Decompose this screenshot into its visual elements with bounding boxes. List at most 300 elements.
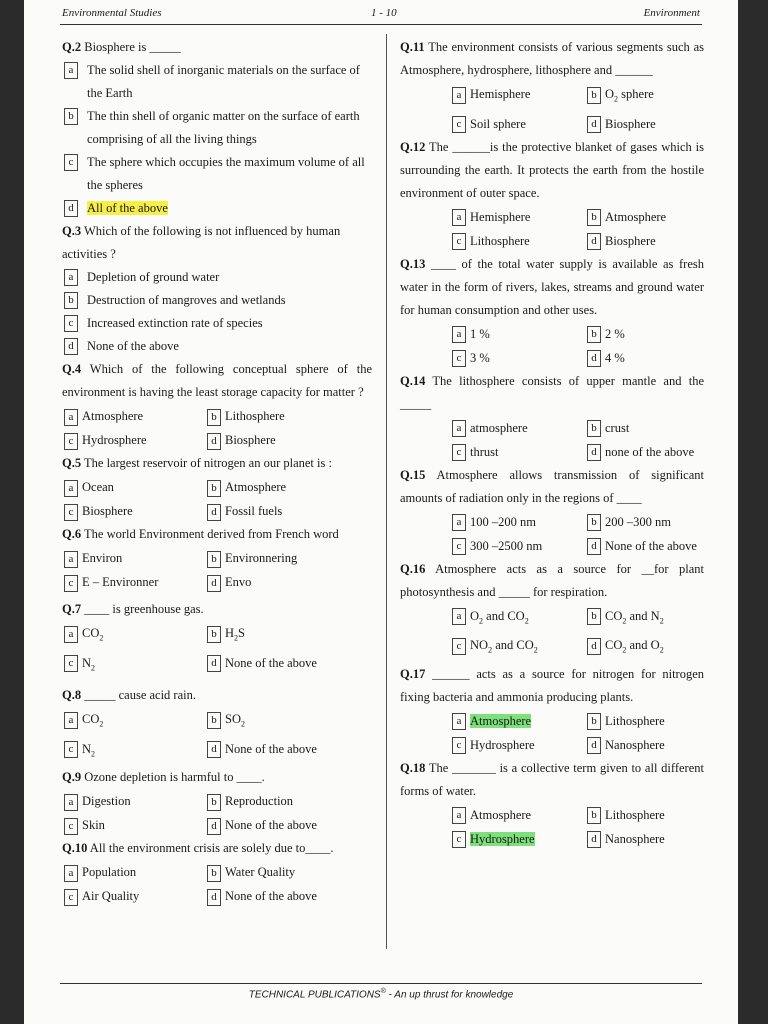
option-letter: b	[207, 480, 221, 497]
question-number: Q.12	[400, 139, 426, 154]
option-c[interactable]	[452, 112, 587, 136]
option-a[interactable]	[452, 604, 587, 634]
option-letter: b	[587, 87, 601, 104]
question-number: Q.11	[400, 40, 425, 54]
option-letter: c	[64, 433, 78, 450]
option-letter: c	[64, 655, 78, 672]
options-grid	[62, 707, 372, 766]
option-a[interactable]	[452, 709, 587, 733]
formula-subscript: 2	[488, 645, 493, 655]
question-text: The environment consists of various segments such as Atmosphere, hydrosphere, lithosphere and ______	[400, 40, 704, 77]
option-letter: c	[452, 444, 466, 461]
header-book-title: Environmental Studies	[62, 7, 162, 19]
option-letter: c	[452, 350, 466, 367]
option-d[interactable]	[62, 335, 372, 358]
formula-subscript: 2	[614, 94, 619, 104]
option-c[interactable]	[452, 733, 587, 757]
option-letter: a	[64, 551, 78, 568]
option-b[interactable]	[587, 604, 704, 634]
option-letter: b	[207, 409, 221, 426]
document-page	[24, 0, 738, 1024]
option-letter: b	[587, 326, 601, 343]
option-d[interactable]	[587, 346, 704, 370]
question-text: Biosphere is _____	[81, 40, 181, 54]
option-letter: d	[207, 741, 221, 758]
option-d[interactable]	[207, 570, 372, 594]
formula-subscript: 2	[91, 663, 96, 672]
options-grid	[400, 416, 704, 464]
options-grid	[400, 82, 704, 136]
option-a[interactable]	[62, 266, 372, 289]
option-letter: c	[64, 315, 78, 332]
option-d[interactable]	[587, 534, 704, 558]
formula-subscript: 2	[99, 633, 104, 643]
option-d[interactable]	[587, 112, 704, 136]
option-letter: b	[207, 794, 221, 811]
option-text: Ocean	[82, 480, 114, 494]
question-number: Q.14	[400, 373, 426, 388]
option-c[interactable]	[452, 229, 587, 253]
option-text: Nanosphere	[605, 831, 665, 846]
option-text: Population	[82, 865, 137, 879]
option-text: Hydrosphere	[82, 433, 147, 447]
option-text: Lithosphere	[605, 807, 665, 822]
option-b[interactable]	[207, 404, 372, 428]
right-column	[400, 36, 704, 851]
question-text: The world Environment derived from French word	[81, 527, 339, 541]
option-text: None of the above	[225, 741, 317, 756]
option-letter: b	[207, 626, 221, 643]
question-q9	[62, 766, 372, 837]
question-q18	[400, 757, 704, 851]
options-grid	[62, 475, 372, 523]
option-letter: b	[587, 514, 601, 531]
page-footer	[24, 988, 738, 1000]
question-text: Which of the following conceptual sphere of the environment is having the least storage capacity for matter ?	[62, 362, 372, 399]
option-text: 300 –2500 nm	[470, 538, 543, 553]
option-text: None of the above	[87, 339, 179, 353]
option-letter: c	[64, 154, 78, 171]
option-letter: d	[207, 889, 221, 906]
question-number: Q.10	[62, 841, 88, 855]
question-q8	[62, 684, 372, 766]
option-b[interactable]	[207, 860, 372, 884]
option-letter: d	[207, 575, 221, 592]
option-letter: b	[64, 292, 78, 309]
option-a[interactable]	[64, 621, 207, 651]
formula-subscript: 2	[622, 616, 627, 625]
question-number: Q.7	[62, 602, 82, 616]
formula-text: and CO	[483, 608, 525, 623]
option-c[interactable]	[62, 151, 372, 197]
option-letter: b	[207, 865, 221, 882]
question-text: ____ is greenhouse gas.	[81, 602, 204, 616]
option-b[interactable]	[587, 322, 704, 346]
option-letter: c	[64, 504, 78, 521]
question-text: _____ cause acid rain.	[81, 688, 196, 702]
option-a[interactable]	[452, 803, 587, 827]
formula-text: CO	[82, 712, 100, 726]
footer-tagline: - An up thrust for knowledge	[385, 989, 514, 1001]
option-letter: c	[452, 116, 466, 133]
formula-text: CO	[82, 626, 100, 640]
formula-text: and N	[626, 608, 660, 623]
option-letter: a	[64, 865, 78, 882]
options-grid	[400, 205, 704, 253]
option-text: none of the above	[605, 444, 695, 459]
formula-text: CO	[605, 608, 623, 623]
option-text: Envo	[225, 575, 252, 589]
option-letter: c	[452, 831, 466, 848]
option-text: Water Quality	[225, 865, 296, 879]
option-letter: a	[64, 712, 78, 729]
options-grid	[62, 621, 372, 680]
option-letter: b	[587, 608, 601, 625]
option-text: Nanosphere	[605, 737, 665, 752]
option-letter: a	[452, 807, 466, 824]
option-b[interactable]	[587, 82, 704, 112]
option-text: Reproduction	[225, 794, 294, 808]
option-text: Atmosphere	[82, 409, 144, 423]
question-number: Q.4	[62, 362, 82, 376]
option-b[interactable]	[207, 621, 372, 651]
registered-mark: ®	[380, 988, 386, 995]
option-letter: d	[207, 818, 221, 835]
question-q4	[62, 358, 372, 452]
option-text: Skin	[82, 818, 105, 832]
option-d[interactable]	[207, 813, 372, 837]
formula-text: and CO	[492, 638, 534, 652]
option-text: crust	[605, 420, 630, 435]
options-grid	[62, 546, 372, 594]
option-text: 2 %	[605, 326, 625, 341]
header-divider	[60, 24, 702, 25]
options-grid	[400, 604, 704, 663]
option-letter: b	[587, 209, 601, 226]
option-text: Environ	[82, 551, 123, 565]
option-a[interactable]	[452, 82, 587, 112]
option-text: Digestion	[82, 794, 131, 808]
options-grid	[62, 404, 372, 452]
option-text: 100 –200 nm	[470, 514, 536, 529]
option-c[interactable]	[452, 633, 587, 663]
option-text: The sphere which occupies the maximum volume of all the spheres	[87, 155, 365, 192]
question-q17	[400, 663, 704, 757]
question-text: The lithosphere consists of upper mantle and the _____	[400, 373, 704, 411]
header-chapter: Environment	[643, 7, 700, 19]
formula-subscript: 2	[240, 719, 245, 729]
option-letter: d	[207, 504, 221, 521]
option-a[interactable]	[452, 510, 587, 534]
option-text: Hydrosphere	[470, 737, 535, 752]
option-text: Lithosphere	[605, 713, 665, 728]
option-text: Air Quality	[82, 889, 140, 903]
formula-text: N	[82, 655, 92, 670]
option-text: Hemisphere	[470, 87, 531, 101]
option-letter: a	[452, 514, 466, 531]
option-text: Soil sphere	[470, 116, 526, 131]
option-text: Biosphere	[225, 433, 276, 447]
option-letter: b	[587, 420, 601, 437]
formula-subscript: 2	[659, 645, 664, 655]
question-number: Q.8	[62, 688, 82, 702]
option-text: The solid shell of inorganic materials on the surface of the Earth	[87, 63, 360, 100]
option-c[interactable]	[452, 346, 587, 370]
option-letter: a	[452, 608, 466, 625]
option-d[interactable]	[207, 884, 372, 908]
question-q2	[62, 36, 372, 220]
option-d[interactable]	[207, 428, 372, 452]
option-letter: b	[587, 713, 601, 730]
option-b[interactable]	[62, 289, 372, 312]
question-number: Q.6	[62, 527, 82, 541]
option-letter: a	[64, 269, 78, 286]
option-text: None of the above	[225, 889, 317, 903]
question-q6	[62, 523, 372, 594]
option-text: None of the above	[225, 655, 317, 670]
question-q14	[400, 370, 704, 464]
option-text: thrust	[470, 444, 499, 459]
option-text: Lithosphere	[225, 409, 285, 423]
option-letter: c	[452, 538, 466, 555]
formula-text: SO	[225, 712, 241, 726]
option-b[interactable]	[207, 707, 372, 737]
options-grid	[62, 789, 372, 837]
option-letter: a	[452, 326, 466, 343]
option-b[interactable]	[207, 475, 372, 499]
question-text: ______ acts as a source for nitrogen for nitrogen fixing bacteria and ammonia producing plants.	[400, 666, 704, 704]
question-number: Q.18	[400, 760, 426, 775]
option-letter: c	[64, 818, 78, 835]
options-grid	[400, 322, 704, 370]
question-text: Which of the following is not influenced by human activities ?	[62, 224, 341, 261]
option-c[interactable]	[64, 499, 207, 523]
formula-subscript: 2	[524, 616, 529, 625]
options-grid	[400, 803, 704, 851]
option-c[interactable]	[64, 813, 207, 837]
formula-subscript: 2	[622, 645, 627, 655]
option-letter: d	[64, 200, 78, 217]
option-letter: c	[64, 889, 78, 906]
option-a[interactable]	[452, 322, 587, 346]
question-q11	[400, 36, 704, 136]
option-c[interactable]	[62, 312, 372, 335]
option-text: Depletion of ground water	[87, 270, 220, 284]
option-a[interactable]	[64, 707, 207, 737]
option-text: Hemisphere	[470, 209, 531, 224]
option-letter: b	[207, 712, 221, 729]
option-text: 3 %	[470, 350, 490, 365]
question-text: The ______is the protective blanket of gases which is surrounding the earth. It protects the earth from the hostile environment of outer space.	[400, 139, 704, 200]
formula-subscript: 2	[533, 645, 538, 655]
option-text: Biosphere	[605, 233, 656, 248]
question-number: Q.3	[62, 224, 82, 238]
option-d[interactable]	[587, 633, 704, 663]
option-letter: d	[587, 233, 601, 250]
option-a[interactable]	[64, 404, 207, 428]
footer-publisher: TECHNICAL PUBLICATIONS	[248, 989, 381, 1001]
question-q16	[400, 558, 704, 663]
question-number: Q.9	[62, 770, 82, 784]
option-a[interactable]	[452, 205, 587, 229]
option-text: Atmosphere	[605, 209, 667, 224]
options-grid	[400, 709, 704, 757]
option-letter: a	[452, 87, 466, 104]
option-b[interactable]	[587, 510, 704, 534]
option-c[interactable]	[452, 440, 587, 464]
question-text: The largest reservoir of nitrogen an our planet is :	[81, 456, 332, 470]
question-text: Ozone depletion is harmful to ____.	[81, 770, 265, 784]
option-d[interactable]	[587, 733, 704, 757]
option-d[interactable]	[207, 499, 372, 523]
option-b[interactable]	[587, 205, 704, 229]
option-letter: a	[64, 626, 78, 643]
footer-divider	[60, 983, 702, 984]
option-letter: d	[207, 433, 221, 450]
question-text: Atmosphere acts as a source for __for plant photosynthesis and _____ for respiration.	[400, 561, 704, 599]
option-b[interactable]	[62, 105, 372, 151]
question-number: Q.13	[400, 256, 426, 271]
option-letter: d	[587, 538, 601, 555]
question-q10	[62, 837, 372, 908]
option-letter: d	[587, 831, 601, 848]
formula-subscript: 2	[234, 633, 239, 643]
option-c[interactable]	[64, 884, 207, 908]
option-letter: d	[587, 638, 601, 655]
option-letter: d	[587, 350, 601, 367]
option-b[interactable]	[587, 416, 704, 440]
option-letter: c	[64, 741, 78, 758]
question-number: Q.16	[400, 561, 426, 576]
question-q13	[400, 253, 704, 370]
question-number: Q.17	[400, 666, 426, 681]
formula-text: and O	[626, 638, 660, 652]
option-text: Biosphere	[605, 116, 656, 131]
formula-subscript: 2	[99, 719, 104, 729]
option-letter: c	[64, 575, 78, 592]
highlighted-answer: Atmosphere	[470, 713, 532, 728]
highlighted-answer: All of the above	[87, 201, 168, 215]
option-c[interactable]	[452, 827, 587, 851]
question-text: ____ of the total water supply is available as fresh water in the form of rivers, lakes, streams and ground water for human consumption and other uses.	[400, 256, 704, 317]
option-letter: a	[452, 420, 466, 437]
option-c[interactable]	[64, 570, 207, 594]
question-text: Atmosphere allows transmission of significant amounts of radiation only in the regions of ____	[400, 467, 704, 505]
question-q7	[62, 598, 372, 680]
question-q15	[400, 464, 704, 558]
option-c[interactable]	[64, 428, 207, 452]
option-text: The thin shell of organic matter on the surface of earth comprising of all the living things	[87, 109, 360, 146]
formula-text: O	[605, 87, 615, 101]
option-text: None of the above	[605, 538, 697, 553]
option-c[interactable]	[452, 534, 587, 558]
options-grid	[62, 860, 372, 908]
option-letter: a	[64, 62, 78, 79]
option-text: 4 %	[605, 350, 625, 365]
option-text: 1 %	[470, 326, 490, 341]
column-divider	[386, 34, 387, 949]
option-b[interactable]	[587, 803, 704, 827]
option-text: Environnering	[225, 551, 298, 565]
formula-text: H	[225, 626, 235, 640]
question-q12	[400, 136, 704, 253]
option-b[interactable]	[207, 546, 372, 570]
left-column	[62, 36, 372, 908]
formula-subscript: 2	[91, 749, 96, 758]
option-a[interactable]	[64, 475, 207, 499]
option-letter: d	[64, 338, 78, 355]
formula-text: O	[470, 608, 480, 623]
page-header	[62, 7, 700, 23]
option-d[interactable]	[62, 197, 372, 220]
option-letter: c	[452, 233, 466, 250]
question-text: All the environment crisis are solely due to____.	[87, 841, 334, 855]
option-c[interactable]	[64, 651, 207, 681]
question-text: The _______ is a collective term given to all different forms of water.	[400, 760, 704, 798]
option-letter: a	[452, 713, 466, 730]
option-text: 200 –300 nm	[605, 514, 671, 529]
option-letter: d	[207, 655, 221, 672]
option-text: Atmosphere	[225, 480, 287, 494]
option-d[interactable]	[207, 651, 372, 681]
option-letter: b	[64, 108, 78, 125]
option-text: Atmosphere	[470, 807, 532, 822]
options-grid	[400, 510, 704, 558]
question-number: Q.2	[62, 40, 82, 54]
option-text: Lithosphere	[470, 233, 530, 248]
option-b[interactable]	[207, 789, 372, 813]
option-a[interactable]	[62, 59, 372, 105]
option-letter: a	[64, 480, 78, 497]
option-b[interactable]	[587, 709, 704, 733]
option-text: Destruction of mangroves and wetlands	[87, 293, 286, 307]
formula-subscript: 2	[659, 616, 664, 625]
formula-text: S	[238, 626, 245, 640]
option-text: E – Environner	[82, 575, 159, 589]
formula-subscript: 2	[479, 616, 484, 625]
option-letter: a	[452, 209, 466, 226]
option-letter: d	[587, 116, 601, 133]
option-d[interactable]	[587, 827, 704, 851]
header-page-number: 1 - 10	[371, 7, 397, 19]
option-c[interactable]	[64, 737, 207, 767]
option-text: Increased extinction rate of species	[87, 316, 263, 330]
option-letter: a	[64, 409, 78, 426]
option-letter: d	[587, 737, 601, 754]
highlighted-answer: Hydrosphere	[470, 831, 535, 846]
option-d[interactable]	[587, 440, 704, 464]
option-a[interactable]	[64, 789, 207, 813]
option-text: atmosphere	[470, 420, 528, 435]
option-letter: d	[587, 444, 601, 461]
question-q5	[62, 452, 372, 523]
option-d[interactable]	[587, 229, 704, 253]
option-a[interactable]	[452, 416, 587, 440]
option-text: Fossil fuels	[225, 504, 283, 518]
question-number: Q.15	[400, 467, 426, 482]
option-d[interactable]	[207, 737, 372, 767]
formula-text: N	[82, 741, 92, 756]
option-letter: b	[207, 551, 221, 568]
option-letter: a	[64, 794, 78, 811]
option-text: None of the above	[225, 818, 317, 832]
option-a[interactable]	[64, 860, 207, 884]
option-a[interactable]	[64, 546, 207, 570]
option-letter: b	[587, 807, 601, 824]
option-letter: c	[452, 737, 466, 754]
formula-text: NO	[470, 638, 489, 652]
formula-text: sphere	[618, 87, 654, 101]
